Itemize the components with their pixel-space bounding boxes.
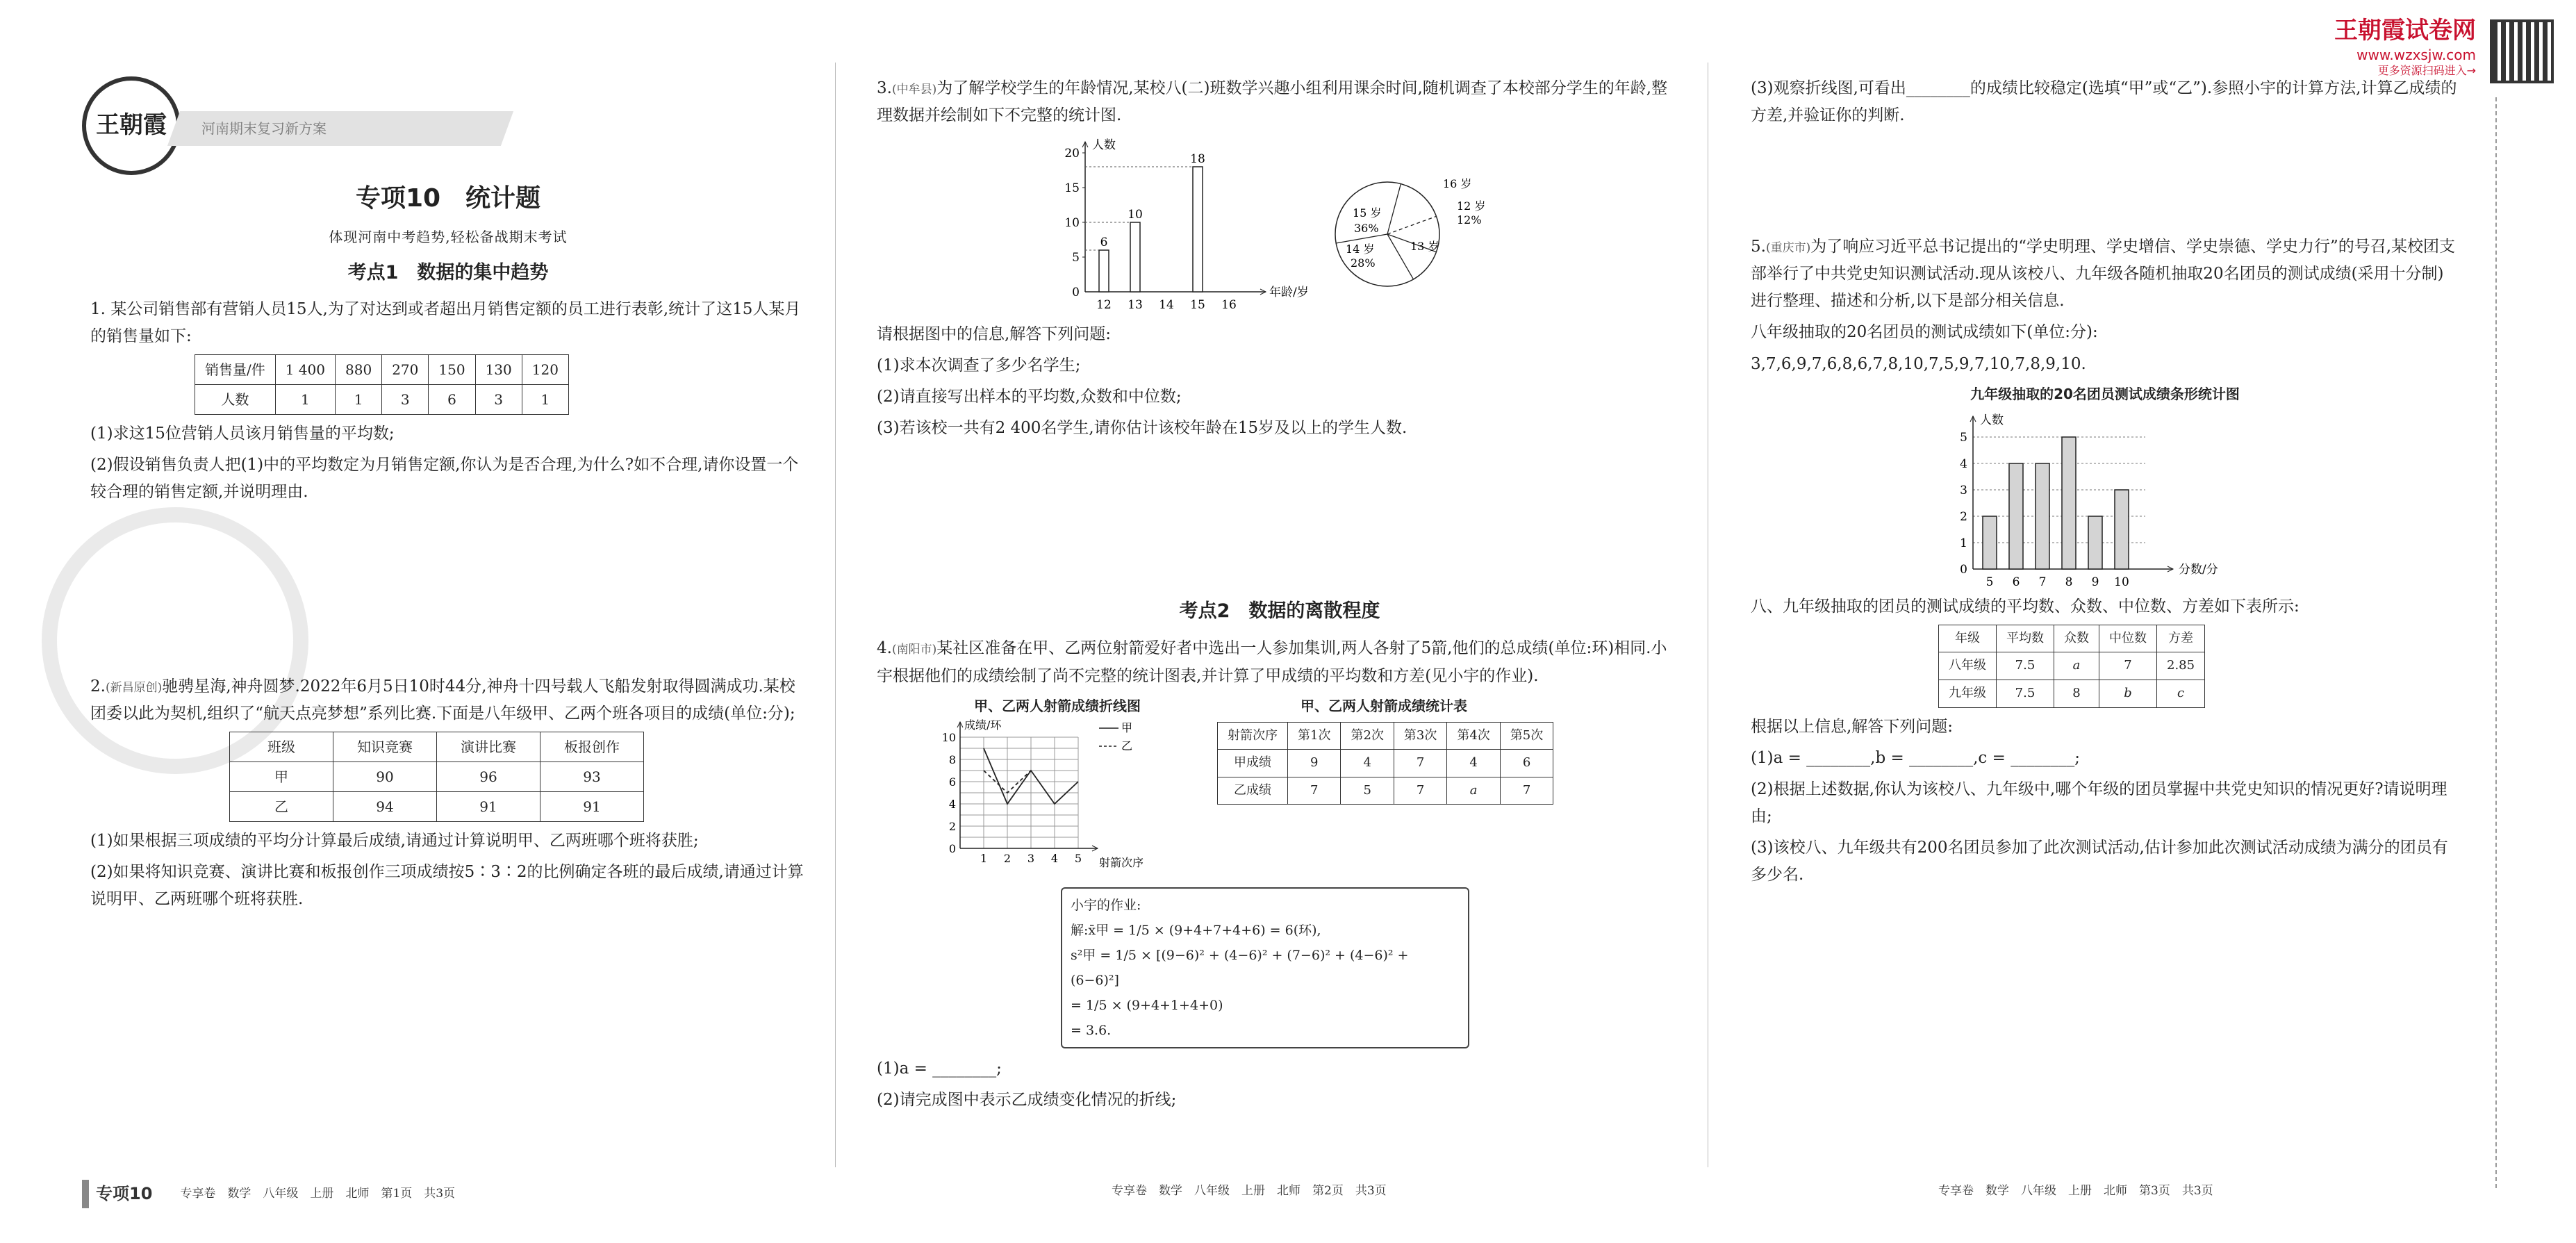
- table-header-cell: 众数: [2054, 625, 2099, 652]
- table-cell: 3: [475, 385, 522, 415]
- y-tick-label: 0: [1960, 562, 1967, 577]
- work-line-2: s²甲 = 1/5 × [(9−6)² + (4−6)² + (7−6)² + (4−6)² + (6−6)²]: [1071, 947, 1409, 988]
- q2-sub2: (2)如果将知识竞赛、演讲比赛和板报创作三项成绩按5∶3∶2的比例确定各班的最后成绩,请通过计算说明甲、乙两班哪个班将获胜.: [90, 862, 804, 908]
- x-tick-label: 9: [2091, 575, 2099, 589]
- brand-block: [2334, 15, 2476, 79]
- table-cell: 7: [1394, 777, 1446, 805]
- table-row: [230, 762, 644, 791]
- table-cell: 7.5: [1997, 652, 2054, 680]
- table-cell: 九年级: [1939, 680, 1997, 707]
- score-line-chart: [932, 716, 1182, 880]
- y-tick-label: 6: [948, 775, 956, 789]
- binding-dashed-line: [2495, 97, 2497, 1188]
- table-cell: 7.5: [1997, 680, 2054, 707]
- stat-table-title: 甲、乙两人射箭成绩统计表: [1301, 697, 1467, 714]
- age-bar-chart: [1030, 133, 1321, 321]
- y-tick-label: 3: [1960, 483, 1967, 497]
- q5-intro: 根据以上信息,解答下列问题:: [1751, 717, 1954, 736]
- y-tick-label: 4: [948, 797, 956, 811]
- q4-sub1: (1)a = ________;: [877, 1060, 1002, 1078]
- table-header-cell: 知识竞赛: [333, 732, 437, 762]
- q5-sub1: (1)a = ________,b = ________,c = ________;: [1751, 748, 2080, 767]
- table-cell: 94: [333, 791, 437, 821]
- pie-label: 14 岁: [1346, 242, 1375, 256]
- table-header-cell: 射箭次序: [1218, 722, 1288, 750]
- q3-sub2: (2)请直接写出样本的平均数,众数和中位数;: [877, 388, 1182, 406]
- x-axis-label: 分数/分: [2179, 562, 2218, 577]
- table-cell: 93: [540, 762, 644, 791]
- x-tick-label: 13: [1128, 298, 1143, 313]
- q3-intro: 请根据图中的信息,解答下列问题:: [877, 325, 1112, 344]
- table-cell: 270: [382, 355, 429, 385]
- y-tick-label: 10: [941, 730, 956, 744]
- table-cell: b: [2099, 680, 2157, 707]
- y-tick-label: 0: [1072, 286, 1080, 300]
- footer-text: 专享卷 数学 八年级 上册 北师 第1页 共3页: [180, 1186, 456, 1201]
- bar: [2036, 463, 2049, 569]
- grade9-bar-chart: [1931, 406, 2293, 593]
- work-line-3: = 1/5 × (9+4+1+4+0): [1071, 998, 1223, 1014]
- bar: [2088, 516, 2102, 569]
- x-tick-label: 12: [1096, 298, 1112, 313]
- x-tick-label: 16: [1221, 298, 1237, 313]
- table-cell: 1: [275, 385, 335, 415]
- table-cell: 人数: [195, 385, 276, 415]
- header-band-text: 河南期末复习新方案: [201, 120, 327, 137]
- brand-tip: 更多资源扫码进入→: [2377, 64, 2476, 78]
- y-tick-label: 0: [948, 841, 956, 855]
- q2-sub1: (1)如果根据三项成绩的平均分计算最后成绩,请通过计算说明甲、乙两班哪个班将获胜;: [90, 831, 699, 850]
- y-tick-label: 2: [948, 819, 956, 833]
- page-title: 专项10 统计题: [355, 184, 541, 213]
- pie-label: 28%: [1351, 256, 1376, 270]
- q2-body: 驰骋星海,神舟圆梦.2022年6月5日10时44分,神舟十四号载人飞船发射取得圆满成功.某校团委以此为契机,组织了“航天点亮梦想”系列比赛.下面是八年级甲、乙两个班各项目的成绩(单位:分);: [90, 677, 795, 723]
- pie-label: 13 岁: [1410, 240, 1439, 254]
- table-row: [1939, 652, 2205, 680]
- y-tick-label: 1: [1960, 536, 1967, 550]
- line-chart-title: 甲、乙两人射箭成绩折线图: [974, 697, 1141, 714]
- q2-text: [90, 673, 806, 727]
- table-header-cell: 第4次: [1447, 722, 1500, 750]
- table-row: [1218, 777, 1553, 805]
- student-work-box: [1061, 887, 1469, 1049]
- y-tick-label: 2: [1960, 509, 1967, 524]
- table-header-cell: 年级: [1939, 625, 1997, 652]
- table-cell: 6: [429, 385, 475, 415]
- work-line-4: = 3.6.: [1071, 1023, 1112, 1039]
- q2-source-tag: (新昌原创): [105, 680, 163, 695]
- y-tick-label: 8: [948, 752, 956, 766]
- table-cell: 130: [475, 355, 522, 385]
- x-tick-label: 7: [2038, 575, 2047, 589]
- q1-text: 1. 某公司销售部有营销人员15人,为了对达到或者超出月销售定额的员工进行表彰,统计了这15人某月的销售量如下:: [90, 300, 801, 346]
- page3-column: [1751, 75, 2459, 893]
- table-cell: 91: [437, 791, 540, 821]
- table-cell: 91: [540, 791, 644, 821]
- bar: [2009, 463, 2023, 569]
- table-cell: 7: [1288, 777, 1341, 805]
- table-cell: 1: [336, 385, 382, 415]
- q4-number: 4.: [877, 639, 892, 658]
- table-header-cell: 班级: [230, 732, 333, 762]
- q1-table: [195, 354, 569, 415]
- x-tick-label: 1: [980, 851, 988, 865]
- q3-source-tag: (中牟县): [891, 83, 937, 97]
- q2-number: 2.: [90, 677, 106, 695]
- y-tick-label: 10: [1064, 216, 1080, 231]
- table-cell: 7: [1394, 750, 1446, 777]
- q4-table: [1217, 722, 1553, 805]
- q5-number: 5.: [1751, 238, 1766, 256]
- x-axis-label: 射箭次序: [1099, 855, 1144, 869]
- table-row: [1939, 625, 2205, 652]
- table-header-cell: 方差: [2157, 625, 2205, 652]
- x-tick-label: 6: [2012, 575, 2020, 589]
- q5-body: 为了响应习近平总书记提出的“学史明理、学史增信、学史崇德、学史力行”的号召,某校团支部举行了中共党史知识测试活动.现从该校八、九年级各随机抽取20名团员的测试成绩(采用十分制)进行整理、描述和分析,以下是部分相关信息.: [1751, 238, 2456, 311]
- q5-table: [1938, 625, 2205, 708]
- page-subtitle: 体现河南中考趋势,轻松备战期末考试: [329, 229, 568, 246]
- table-cell: 8: [2054, 680, 2099, 707]
- x-tick-label: 8: [2065, 575, 2073, 589]
- q5-text: [1751, 233, 2459, 315]
- table-cell: 7: [1500, 777, 1553, 805]
- pie-label: 15 岁: [1353, 206, 1382, 220]
- table-header-cell: 演讲比赛: [437, 732, 540, 762]
- x-tick-label: 3: [1027, 851, 1035, 865]
- table-cell: 八年级: [1939, 652, 1997, 680]
- q3-sub1: (1)求本次调查了多少名学生;: [877, 356, 1081, 375]
- q5-sub3: (3)该校八、九年级共有200名团员参加了此次测试活动,估计参加此次测试活动成绩为满分的团员有多少名.: [1751, 838, 2448, 884]
- x-tick-label: 15: [1190, 298, 1205, 313]
- table-cell: c: [2157, 680, 2205, 707]
- table-cell: a: [1447, 777, 1500, 805]
- age-pie-chart: [1321, 168, 1502, 307]
- page1-column: [90, 177, 806, 917]
- table-cell: 甲成绩: [1218, 750, 1288, 777]
- x-tick-label: 4: [1050, 851, 1059, 865]
- page1-footer: [82, 1180, 455, 1208]
- bar: [1099, 250, 1109, 292]
- q2-table: [229, 732, 644, 822]
- bar: [2115, 490, 2129, 569]
- table-header-cell: 第3次: [1394, 722, 1446, 750]
- header-band: [167, 111, 513, 146]
- data-label: 10: [1128, 208, 1143, 222]
- x-axis-label: 年龄/岁: [1269, 286, 1309, 300]
- table-cell: 乙: [230, 791, 333, 821]
- q4-text: [877, 635, 1683, 689]
- table-header-cell: 第5次: [1500, 722, 1553, 750]
- table-cell: 880: [336, 355, 382, 385]
- logo-text: 王朝霞: [96, 111, 167, 140]
- q3-text: [877, 75, 1683, 129]
- q3-body: 为了解学校学生的年龄情况,某校八(二)班数学兴趣小组利用课余时间,随机调查了本校部分学生的年龄,整理数据并绘制如下不完整的统计图.: [877, 79, 1668, 125]
- table-row: [230, 732, 644, 762]
- q4-source-tag: (南阳市): [891, 643, 937, 657]
- q3-sub3: (3)若该校一共有2 400名学生,请你估计该校年龄在15岁及以上的学生人数.: [877, 419, 1407, 438]
- data-label: 6: [1100, 236, 1108, 250]
- q4-sub3: (3)观察折线图,可看出________的成绩比较稳定(选填“甲”或“乙”).参照小宇的计算方法,计算乙成绩的方差,并验证你的判断.: [1751, 79, 2457, 125]
- brand-name: 王朝霞试卷网: [2334, 17, 2476, 44]
- table-cell: 3: [382, 385, 429, 415]
- table-header-cell: 第2次: [1341, 722, 1394, 750]
- table-cell: 甲: [230, 762, 333, 791]
- grade8-data: 3,7,6,9,7,6,8,6,7,8,10,7,5,9,7,10,7,8,9,10.: [1751, 354, 2086, 373]
- x-tick-label: 10: [2114, 575, 2129, 589]
- q5-table-intro: 八、九年级抽取的团员的测试成绩的平均数、众数、中位数、方差如下表所示:: [1751, 597, 2300, 616]
- q1-sub2: (2)假设销售负责人把(1)中的平均数定为月销售定额,你认为是否合理,为什么?如不合理,请你设置一个较合理的销售定额,并说明理由.: [90, 456, 799, 502]
- column-divider-1: [835, 63, 836, 1167]
- q3-figures: [1030, 133, 1683, 321]
- table-row: [230, 791, 644, 821]
- table-row: [1939, 680, 2205, 707]
- footer-label: 专项10: [82, 1180, 152, 1208]
- work-title: 小宇的作业:: [1071, 897, 1141, 913]
- table-cell: 2.85: [2157, 652, 2205, 680]
- table-cell: 销售量/件: [195, 355, 276, 385]
- table-cell: 6: [1500, 750, 1553, 777]
- y-axis-label: 成绩/环: [964, 718, 1002, 732]
- table-cell: 1: [522, 385, 568, 415]
- table-header-cell: 第1次: [1288, 722, 1341, 750]
- table-row: [1218, 750, 1553, 777]
- y-tick-label: 5: [1960, 430, 1967, 445]
- table-cell: 120: [522, 355, 568, 385]
- bar: [1983, 516, 1997, 569]
- y-axis-label: 人数: [1092, 138, 1116, 153]
- q5-source-tag: (重庆市): [1765, 241, 1811, 256]
- table-header-cell: 平均数: [1997, 625, 2054, 652]
- q5-sub2: (2)根据上述数据,你认为该校八、九年级中,哪个年级的团员掌握中共党史知识的情况更好?请说明理由;: [1751, 780, 2447, 825]
- bar: [2062, 437, 2076, 569]
- pie-label: 16 岁: [1443, 177, 1472, 191]
- section-heading-2: 考点2 数据的离散程度: [1179, 600, 1380, 622]
- table-cell: a: [2054, 652, 2099, 680]
- q4-figures: [877, 694, 1683, 882]
- table-cell: 乙成绩: [1218, 777, 1288, 805]
- page2-column: [877, 75, 1683, 1118]
- bar-chart-title: 九年级抽取的20名团员测试成绩条形统计图: [1970, 385, 2240, 402]
- section-heading-1: 考点1 数据的集中趋势: [347, 262, 549, 284]
- grade8-intro: 八年级抽取的20名团员的测试成绩如下(单位:分):: [1751, 323, 2098, 342]
- table-cell: 96: [437, 762, 540, 791]
- x-tick-label: 2: [1003, 851, 1012, 865]
- q4-sub2: (2)请完成图中表示乙成绩变化情况的折线;: [877, 1091, 1177, 1110]
- pie-label: 12 岁: [1457, 199, 1486, 213]
- table-cell: 7: [2099, 652, 2157, 680]
- pie-label: 36%: [1354, 222, 1379, 236]
- table-row: [195, 355, 569, 385]
- table-header-cell: 中位数: [2099, 625, 2157, 652]
- page2-footer: 专享卷 数学 八年级 上册 北师 第2页 共3页: [1112, 1184, 1387, 1198]
- table-cell: 9: [1288, 750, 1341, 777]
- brand-url[interactable]: www.wzxsjw.com: [2356, 47, 2476, 64]
- table-cell: 4: [1447, 750, 1500, 777]
- y-tick-label: 20: [1064, 147, 1080, 161]
- q1-sub1: (1)求这15位营销人员该月销售量的平均数;: [90, 425, 395, 443]
- work-line-1: 解:x̄甲 = 1/5 × (9+4+7+4+6) = 6(环),: [1071, 922, 1321, 938]
- x-tick-label: 14: [1159, 298, 1174, 313]
- y-tick-label: 5: [1072, 251, 1080, 265]
- table-cell: 90: [333, 762, 437, 791]
- y-axis-label: 人数: [1980, 413, 2004, 427]
- table-row: [195, 385, 569, 415]
- q3-number: 3.: [877, 79, 892, 97]
- table-header-cell: 板报创作: [540, 732, 644, 762]
- legend-label: 乙: [1121, 739, 1133, 752]
- qr-code-icon[interactable]: [2490, 19, 2554, 83]
- y-tick-label: 4: [1960, 456, 1967, 471]
- logo: [82, 76, 181, 175]
- x-tick-label: 5: [1985, 575, 1994, 589]
- q4-body: 某社区准备在甲、乙两位射箭爱好者中选出一人参加集训,两人各射了5箭,他们的总成绩(单位:环)相同.小宇根据他们的成绩绘制了尚不完整的统计图表,并计算了甲成绩的平均数和方差(见小宇的作业).: [877, 639, 1667, 685]
- pie-label: 12%: [1457, 213, 1482, 227]
- table-cell: 150: [429, 355, 475, 385]
- table-cell: 1 400: [275, 355, 335, 385]
- bar: [1193, 167, 1203, 292]
- bar: [1130, 222, 1140, 292]
- y-tick-label: 15: [1064, 181, 1080, 196]
- table-row: [1218, 722, 1553, 750]
- x-tick-label: 5: [1074, 851, 1082, 865]
- page3-footer: 专享卷 数学 八年级 上册 北师 第3页 共3页: [1938, 1184, 2213, 1198]
- table-cell: 5: [1341, 777, 1394, 805]
- table-cell: 4: [1341, 750, 1394, 777]
- legend-label: 甲: [1121, 721, 1133, 734]
- data-label: 18: [1190, 152, 1205, 167]
